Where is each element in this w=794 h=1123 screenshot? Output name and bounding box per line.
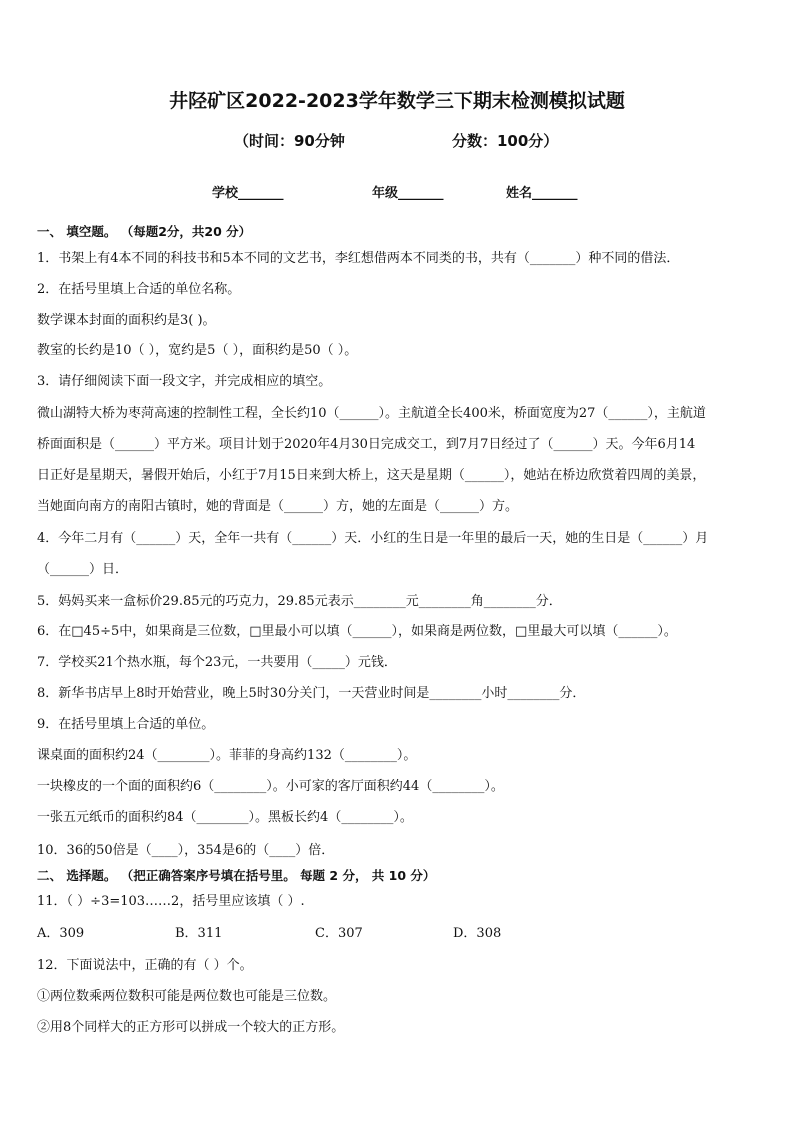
question-line: 数学课本封面的面积约是3( )。 [37, 313, 216, 328]
option-a: A．309 [37, 926, 85, 941]
question-line: 6．在□45÷5中，如果商是三位数，□里最小可以填（______），如果商是两位数，□里最大可以填（______）。 [37, 624, 677, 639]
exam-score: 分数：100分） [452, 132, 559, 150]
question-line: 2．在括号里填上合适的单位名称。 [37, 282, 241, 297]
question-11: 11．（ ）÷3=103……2，括号里应该填（ ）. [37, 894, 305, 909]
grade-field[interactable]: 年级_______ [372, 186, 444, 201]
question-line: 8．新华书店早上8时开始营业，晚上5时30分关门，一天营业时间是________小时________分． [37, 686, 586, 701]
question-line: 4．今年二月有（______）天，全年一共有（______）天．小红的生日是一年里的最后一天，她的生日是（______）月 [37, 531, 709, 546]
question-line: 一块橡皮的一个面的面积约6（________）。小可家的客厅面积约44（________）。 [37, 779, 504, 794]
question-line: 9．在括号里填上合适的单位。 [37, 717, 215, 732]
question-line: 课桌面的面积约24（________）。菲菲的身高约132（________）。 [37, 748, 417, 763]
question-line: 10．36的50倍是（____），354是6的（____）倍． [37, 843, 335, 858]
question-line: 7．学校买21个热水瓶，每个23元，一共要用（_____）元钱． [37, 655, 397, 670]
page-title: 井陉矿区2022-2023学年数学三下期末检测模拟试题 [169, 90, 625, 112]
statement-item: ②用8个同样大的正方形可以拼成一个较大的正方形。 [37, 1020, 345, 1035]
question-line: 3．请仔细阅读下面一段文字，并完成相应的填空。 [37, 374, 332, 389]
question-line: 日正好是星期天，暑假开始后，小红于7月15日来到大桥上，这天是星期（______），她站在桥边欣赏着四周的美景， [37, 468, 706, 483]
option-c: C．307 [315, 926, 363, 941]
exam-time: （时间：90分钟 [234, 132, 345, 150]
question-line: 教室的长约是10（ ），宽约是5（ ），面积约是50（ ）。 [37, 343, 358, 358]
question-line: 桥面面积是（______）平方米。项目计划于2020年4月30日完成交工，到7月7日经过了（______）天。今年6月14 [37, 437, 696, 452]
option-b: B．311 [175, 926, 223, 941]
school-field[interactable]: 学校_______ [212, 186, 284, 201]
option-d: D．308 [453, 926, 502, 941]
question-12: 12．下面说法中，正确的有（ ）个。 [37, 958, 253, 973]
statement-item: ①两位数乘两位数积可能是两位数也可能是三位数。 [37, 989, 337, 1004]
question-line: 5．妈妈买来一盒标价29.85元的巧克力，29.85元表示________元________角________分． [37, 594, 562, 609]
name-field[interactable]: 姓名_______ [506, 186, 578, 201]
section-1-heading: 一、 填空题。 （每题2分，共20 分） [37, 224, 252, 239]
question-line: 微山湖特大桥为枣菏高速的控制性工程，全长约10（______）。主航道全长400米，桥面宽度为27（______），主航道 [37, 406, 706, 421]
question-line: 一张五元纸币的面积约84（________）。黑板长约4（________）。 [37, 810, 413, 825]
question-line: （______）日． [37, 562, 129, 577]
section-2-heading: 二、 选择题。 （把正确答案序号填在括号里。 每题 2 分， 共 10 分） [37, 868, 436, 883]
question-line: 当她面向南方的南阳古镇时，她的背面是（______）方，她的左面是（______）方。 [37, 499, 519, 514]
question-line: 1．书架上有4本不同的科技书和5本不同的文艺书，李红想借两本不同类的书，共有（_______）种不同的借法． [37, 251, 680, 266]
